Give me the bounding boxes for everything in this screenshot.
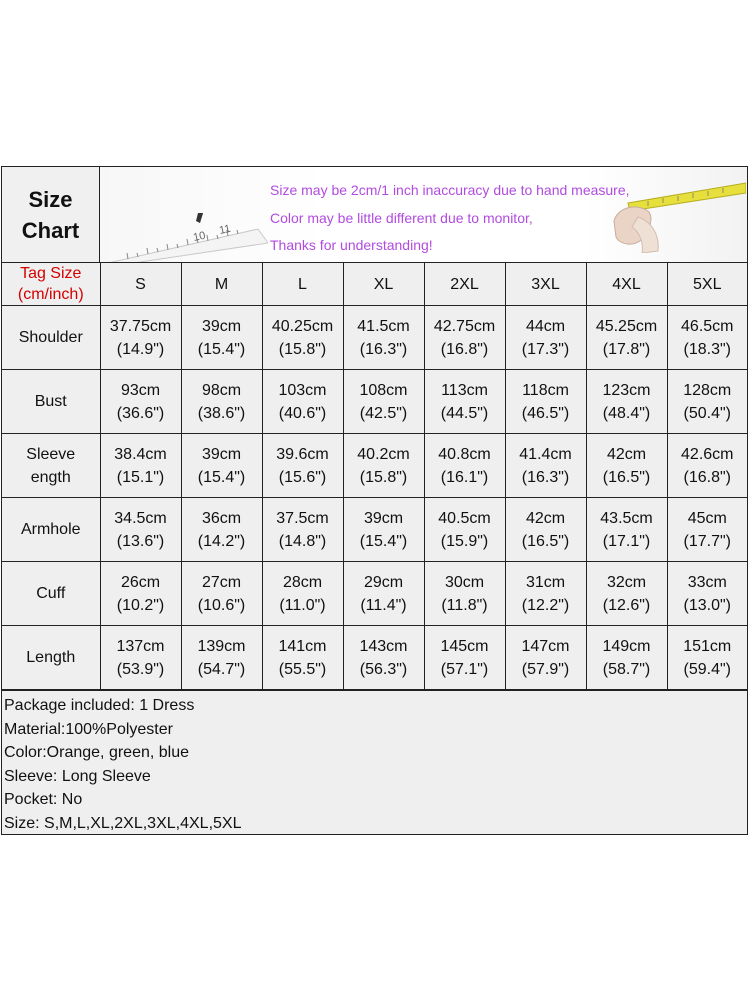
value-cm: 34.5cm	[114, 509, 167, 527]
value-inch: (59.4")	[683, 660, 731, 678]
value-cm: 128cm	[683, 381, 732, 399]
value-cm: 149cm	[602, 637, 651, 655]
value-cm: 123cm	[602, 381, 651, 399]
value-inch: (15.6")	[278, 468, 327, 486]
size-2xl: 2XL	[424, 263, 505, 306]
value-inch: (57.9")	[521, 660, 570, 678]
row-label-line: Shoulder	[18, 329, 83, 346]
value-inch: (14.9")	[116, 340, 165, 358]
value-cm: 39cm	[201, 445, 242, 463]
measurement-cell	[667, 498, 747, 562]
value-cm: 93cm	[120, 381, 161, 399]
value-inch: (46.5")	[521, 404, 570, 422]
measurement-cell	[505, 434, 586, 498]
value-cm: 40.25cm	[271, 317, 334, 335]
value-cm: 28cm	[282, 573, 323, 591]
measurement-cell	[262, 306, 343, 370]
table-row	[2, 306, 747, 370]
info-package: Package included: 1 Dress	[4, 697, 195, 714]
measurement-cell	[586, 306, 667, 370]
measurement-cell	[586, 498, 667, 562]
value-cm: 26cm	[120, 573, 161, 591]
value-cm: 42cm	[606, 445, 647, 463]
value-cm: 40.5cm	[438, 509, 491, 527]
value-inch: (12.6")	[602, 596, 651, 614]
info-size: Size: S,M,L,XL,2XL,3XL,4XL,5XL	[4, 814, 242, 832]
value-cm: 37.5cm	[276, 509, 329, 527]
info-color: Color:Orange, green, blue	[4, 744, 189, 762]
value-cm: 38.4cm	[114, 445, 167, 463]
value-inch: (16.5")	[602, 468, 651, 486]
row-label	[2, 498, 100, 562]
size-header-row	[2, 263, 747, 306]
measurement-cell	[343, 370, 424, 434]
note-color: Color may be little different due to monitor,	[270, 210, 533, 226]
table-row	[2, 370, 747, 434]
value-inch: (15.4")	[197, 340, 246, 358]
measurement-cell	[181, 562, 262, 626]
value-inch: (16.8")	[683, 468, 731, 486]
value-cm: 41.5cm	[357, 317, 410, 335]
row-label-line: ength	[30, 468, 71, 486]
size-4xl: 4XL	[586, 263, 667, 306]
value-inch: (17.7")	[683, 532, 731, 550]
value-inch: (57.1")	[440, 660, 489, 678]
value-cm: 42.75cm	[433, 317, 496, 335]
value-cm: 29cm	[363, 573, 404, 591]
value-cm: 45.25cm	[595, 317, 658, 335]
value-cm: 45cm	[687, 509, 727, 527]
measurement-cell	[181, 434, 262, 498]
measurement-cell	[343, 626, 424, 690]
value-cm: 31cm	[525, 573, 566, 591]
value-inch: (14.8")	[278, 532, 327, 550]
value-inch: (12.2")	[521, 596, 570, 614]
measurement-cell	[100, 562, 181, 626]
measurement-cell	[100, 626, 181, 690]
row-label-line: Length	[26, 649, 76, 666]
table-row	[2, 562, 747, 626]
value-cm: 30cm	[444, 573, 485, 591]
value-cm: 42cm	[525, 509, 566, 527]
value-inch: (18.3")	[683, 340, 731, 358]
ruler-pencil-illustration	[108, 213, 268, 262]
row-label-line: Sleeve	[26, 445, 76, 463]
value-cm: 145cm	[440, 637, 489, 655]
measurement-cell	[505, 626, 586, 690]
value-inch: (15.4")	[359, 532, 408, 550]
value-inch: (53.9")	[116, 660, 165, 678]
value-cm: 40.8cm	[438, 445, 491, 463]
value-cm: 32cm	[606, 573, 647, 591]
measurement-cell	[100, 498, 181, 562]
measurement-cell	[424, 562, 505, 626]
value-cm: 39.6cm	[276, 445, 329, 463]
ruler-mark-11: 11	[218, 222, 232, 237]
row-label-line: Armhole	[20, 521, 81, 538]
measurement-cell	[181, 498, 262, 562]
measurement-cell	[505, 562, 586, 626]
measurement-cell	[343, 434, 424, 498]
value-cm: 108cm	[359, 381, 408, 399]
value-inch: (56.3")	[359, 660, 408, 678]
value-cm: 118cm	[522, 381, 569, 399]
measurement-cell	[667, 306, 747, 370]
measurement-cell	[424, 498, 505, 562]
value-inch: (54.7")	[197, 660, 246, 678]
info-pocket: Pocket: No	[4, 791, 83, 809]
value-cm: 143cm	[359, 637, 408, 655]
value-inch: (11.0")	[279, 596, 326, 614]
title-line-1: Size	[28, 186, 73, 212]
value-inch: (17.1")	[602, 532, 651, 550]
measurement-cell	[343, 306, 424, 370]
measurement-banner	[100, 167, 747, 262]
measurement-cell	[586, 370, 667, 434]
note-accuracy: Size may be 2cm/1 inch inaccuracy due to hand measure,	[270, 182, 630, 198]
value-cm: 40.2cm	[357, 445, 410, 463]
chart-header	[2, 167, 747, 263]
value-inch: (16.3")	[359, 340, 408, 358]
measurement-cell	[424, 626, 505, 690]
measurement-cell	[262, 498, 343, 562]
note-thanks: Thanks for understanding!	[270, 237, 433, 253]
table-row	[2, 434, 747, 498]
measurement-cell	[667, 370, 747, 434]
measurement-cell	[667, 562, 747, 626]
size-5xl: 5XL	[667, 263, 747, 306]
value-inch: (38.6")	[197, 404, 246, 422]
measurement-cell	[505, 370, 586, 434]
ruler-mark-10: 10	[192, 229, 207, 244]
value-cm: 141cm	[278, 637, 327, 655]
measurement-cell	[181, 626, 262, 690]
value-cm: 151cm	[683, 637, 732, 655]
row-label	[2, 306, 100, 370]
value-cm: 36cm	[201, 509, 242, 527]
measurement-cell	[262, 562, 343, 626]
measurement-cell	[424, 370, 505, 434]
value-cm: 33cm	[687, 573, 727, 591]
measurement-cell	[505, 306, 586, 370]
measurement-cell	[667, 626, 747, 690]
value-inch: (16.3")	[521, 468, 570, 486]
measurement-cell	[667, 434, 747, 498]
value-cm: 44cm	[525, 317, 566, 335]
tag-size-line-1: Tag Size	[20, 265, 82, 282]
measurement-cell	[424, 434, 505, 498]
measurement-cell	[181, 370, 262, 434]
value-cm: 113cm	[441, 381, 488, 399]
tag-size-line-2: (cm/inch)	[17, 286, 84, 303]
size-l: L	[262, 263, 343, 306]
measuring-tape-hand-illustration	[608, 181, 746, 253]
value-inch: (10.2")	[116, 596, 165, 614]
measurement-cell	[262, 434, 343, 498]
measurement-cell	[505, 498, 586, 562]
info-sleeve: Sleeve: Long Sleeve	[4, 767, 151, 785]
size-xl: XL	[343, 263, 424, 306]
value-cm: 27cm	[201, 573, 242, 591]
value-inch: (16.5")	[521, 532, 570, 550]
value-inch: (50.4")	[683, 404, 731, 422]
value-inch: (17.3")	[521, 340, 570, 358]
value-cm: 137cm	[116, 637, 165, 655]
value-cm: 37.75cm	[109, 317, 172, 335]
value-inch: (15.4")	[197, 468, 246, 486]
value-inch: (15.1")	[116, 468, 165, 486]
value-inch: (13.6")	[116, 532, 165, 550]
measurement-cell	[100, 434, 181, 498]
product-info	[2, 690, 747, 834]
value-inch: (15.9")	[440, 532, 489, 550]
value-inch: (13.0")	[683, 596, 731, 614]
row-label	[2, 370, 100, 434]
measurement-cell	[343, 562, 424, 626]
row-label	[2, 562, 100, 626]
value-inch: (15.8")	[278, 340, 327, 358]
row-label-line: Bust	[34, 393, 67, 410]
measurement-cell	[181, 306, 262, 370]
row-label	[2, 434, 100, 498]
size-3xl: 3XL	[505, 263, 586, 306]
value-cm: 147cm	[521, 637, 570, 655]
value-inch: (40.6")	[278, 404, 327, 422]
value-inch: (48.4")	[602, 404, 651, 422]
value-cm: 39cm	[201, 317, 242, 335]
measurement-cell	[586, 434, 667, 498]
title-line-2: Chart	[21, 217, 80, 243]
size-table	[2, 263, 747, 690]
row-label-line: Cuff	[36, 585, 66, 602]
value-inch: (16.8")	[440, 340, 489, 358]
value-inch: (16.1")	[440, 468, 489, 486]
measurement-cell	[586, 562, 667, 626]
value-inch: (15.8")	[359, 468, 408, 486]
value-cm: 46.5cm	[681, 317, 734, 335]
value-inch: (11.8")	[441, 596, 488, 614]
tag-size-label	[2, 263, 100, 306]
table-row	[2, 626, 747, 690]
value-inch: (36.6")	[116, 404, 165, 422]
measurement-cell	[424, 306, 505, 370]
size-chart-title	[2, 167, 100, 262]
row-label	[2, 626, 100, 690]
value-cm: 98cm	[201, 381, 242, 399]
value-cm: 139cm	[197, 637, 246, 655]
info-material: Material:100%Polyester	[4, 720, 173, 738]
size-m: M	[181, 263, 262, 306]
measurement-cell	[100, 306, 181, 370]
value-cm: 39cm	[363, 509, 404, 527]
value-inch: (55.5")	[278, 660, 327, 678]
value-inch: (44.5")	[440, 404, 489, 422]
size-s: S	[100, 263, 181, 306]
value-cm: 41.4cm	[519, 445, 572, 463]
value-inch: (11.4")	[360, 596, 407, 614]
value-inch: (17.8")	[602, 340, 651, 358]
size-chart	[1, 166, 748, 835]
value-inch: (42.5")	[359, 404, 408, 422]
value-cm: 103cm	[278, 381, 327, 399]
measurement-cell	[100, 370, 181, 434]
measurement-cell	[343, 498, 424, 562]
value-cm: 42.6cm	[681, 445, 734, 463]
value-inch: (58.7")	[602, 660, 651, 678]
measurement-cell	[262, 370, 343, 434]
measurement-cell	[586, 626, 667, 690]
value-cm: 43.5cm	[600, 509, 653, 527]
value-inch: (14.2")	[197, 532, 246, 550]
value-inch: (10.6")	[197, 596, 246, 614]
table-row	[2, 498, 747, 562]
measurement-cell	[262, 626, 343, 690]
